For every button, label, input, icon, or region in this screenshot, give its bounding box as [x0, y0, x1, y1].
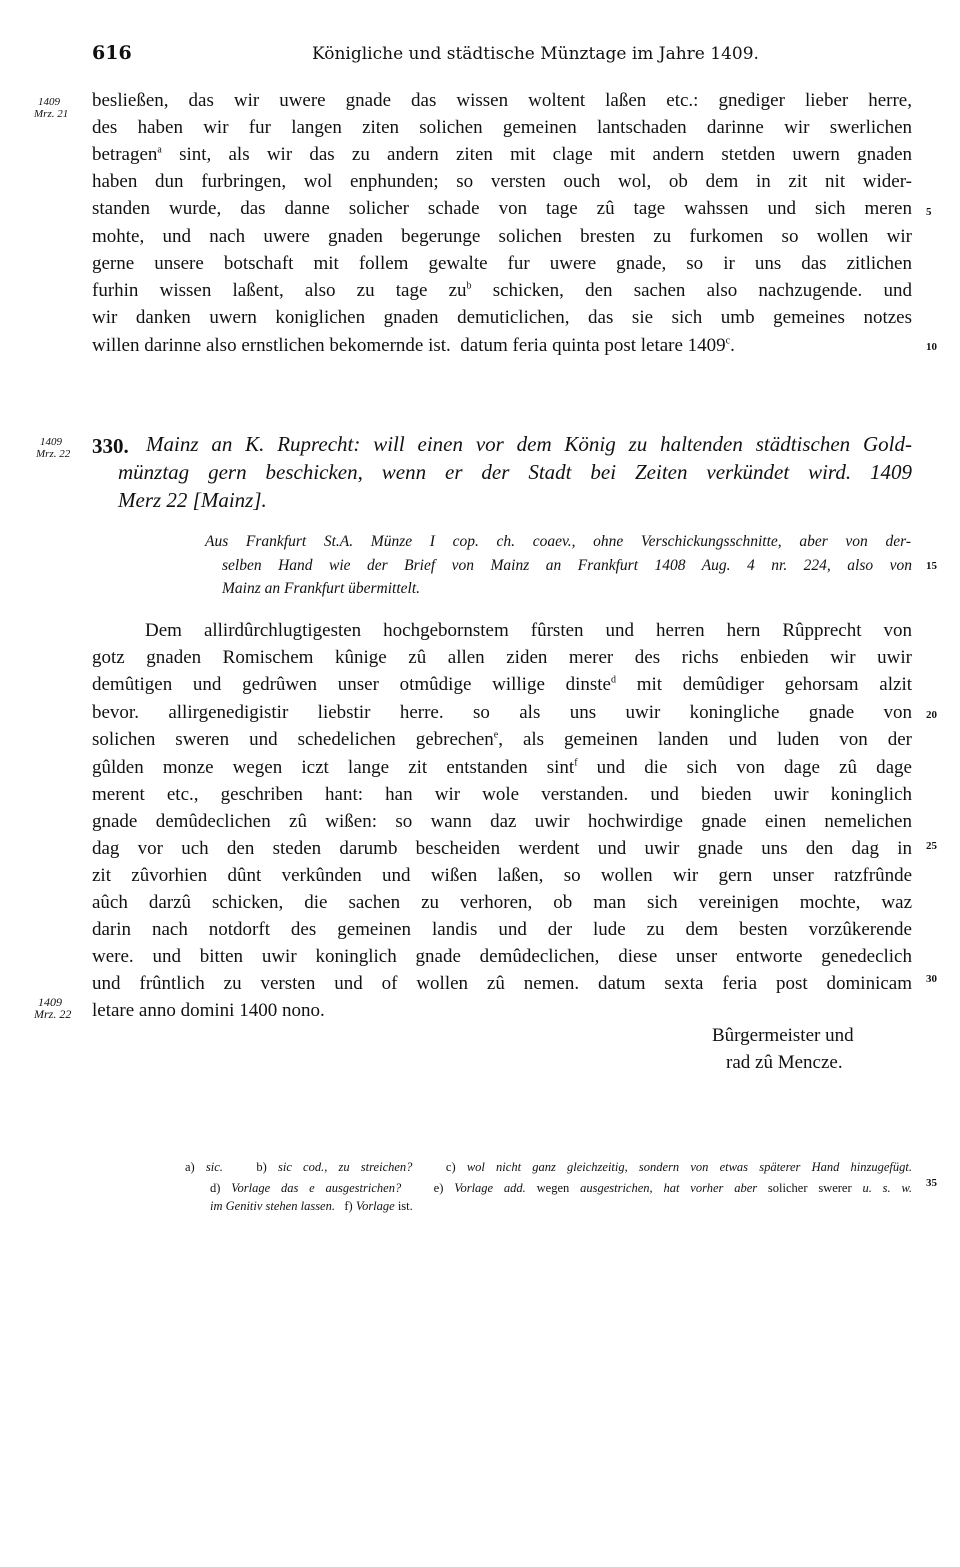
margin-date — [34, 96, 68, 120]
text-line: zit zûvorhien dûnt verkûnden und wißen laßen, so wollen wir gern unser ratzfrûnde — [92, 865, 912, 886]
text-line: gnade demûdeclichen zû wißen: so wann daz uwir hochwirdige gnade einen nemelichen — [92, 811, 912, 832]
text-line: gerne unsere botschaft mit follem gewalte fur uwere gnade, so ir uns das zitlichen — [92, 253, 912, 274]
text-line: mohte, und nach uwere gnaden begerunge solichen bresten zu furkomen so wollen wir — [92, 226, 912, 247]
text-fragment: betragen — [92, 144, 158, 165]
line-number: 35 — [926, 1177, 937, 1189]
margin-date-year: 1409 — [38, 96, 60, 108]
margin-date-day: Mrz. 22 — [34, 1007, 72, 1021]
text-fragment: demûtigen und gedrûwen unser otmûdige willige dinste — [92, 674, 611, 695]
text-line: des haben wir fur langen ziten solichen gemeinen lantschaden darinne wir swerlichen — [92, 117, 912, 138]
text-line: bevor. allirgenedigistir liebstir herre. so als uns uwir koningliche gnade von — [92, 702, 912, 723]
footnote-mark: b — [466, 280, 472, 292]
text-line: aûch darzû schicken, die sachen zu verhoren, ob man sich vereinigen mochte, waz — [92, 892, 912, 913]
source-line: selben Hand wie der Brief von Mainz an Frankfurt 1408 Aug. 4 nr. 224, also von — [222, 557, 912, 574]
text-line: letare anno domini 1400 nono. — [92, 1000, 325, 1021]
signature-line: rad zû Mencze. — [726, 1052, 843, 1073]
footnote-line: d) Vorlage das e ausgestrichen? e) Vorlage add. wegen ausgestrichen, hat vorher aber solicher swerer u. s. w. — [210, 1181, 913, 1195]
margin-date — [34, 996, 71, 1020]
text-fragment: schicken, den sachen also nachzugende. und — [471, 280, 912, 301]
text-line: gotz gnaden Romischem kûnige zû allen ziden merer des richs enbieden wir uwir — [92, 647, 912, 668]
line-number: 10 — [926, 341, 937, 353]
source-line: Mainz an Frankfurt übermittelt. — [222, 580, 421, 597]
regest-line: Mainz an K. Ruprecht: will einen vor dem König zu haltenden städtischen Gold- — [146, 432, 912, 456]
line-number: 30 — [926, 973, 937, 985]
text-line — [92, 757, 912, 779]
text-line: haben dun furbringen, wol enphunden; so versten ouch wol, ob dem in zit nit wider- — [92, 171, 912, 192]
text-line: besließen, das wir uwere gnade das wissen woltent laßen etc.: gnediger lieber herre, — [92, 90, 912, 111]
margin-date-year: 1409 — [38, 995, 62, 1009]
footnote-mark: c — [725, 335, 731, 347]
text-line: und frûntlich zu versten und of wollen zû nemen. datum sexta feria post dominicam — [92, 973, 912, 994]
text-line: darin nach notdorft des gemeinen landis und der lude zu dem besten vorzûkerende — [92, 919, 912, 940]
text-fragment: und die sich von dage zû dage — [577, 757, 912, 778]
text-fragment: furhin wissen laßent, also zu tage zu — [92, 280, 467, 301]
text-line — [92, 729, 912, 751]
regest-line: Merz 22 [Mainz]. — [118, 488, 267, 512]
text-fragment: sint, als wir das zu andern ziten mit clage mit andern stetden uwern gnaden — [161, 144, 912, 165]
margin-date-year: 1409 — [40, 436, 62, 448]
page-number: 616 — [92, 42, 132, 64]
text-line: Dem allirdûrchlugtigesten hochgebornstem fûrsten und herren hern Rûpprecht von — [145, 620, 912, 641]
footnote-line: im Genitiv stehen lassen. f) Vorlage ist. — [210, 1199, 413, 1213]
text-line — [92, 280, 912, 302]
margin-date-day: Mrz. 22 — [36, 448, 71, 460]
footnote-mark: a — [157, 144, 162, 156]
text-line — [92, 674, 912, 696]
text-fragment: mit demûdiger gehorsam alzit — [615, 674, 912, 695]
signature-line: Bûrgermeister und — [712, 1025, 854, 1046]
margin-date — [36, 436, 70, 460]
text-fragment: gûlden monze wegen iczt lange zit entstanden sint — [92, 757, 575, 778]
text-fragment: solichen sweren und schedelichen gebrechen — [92, 729, 494, 750]
footnote-mark: d — [610, 674, 616, 686]
document-number: 330. — [92, 434, 129, 458]
line-number: 25 — [926, 840, 937, 852]
text-fragment: . — [730, 335, 735, 356]
footnote-mark: f — [574, 757, 578, 769]
text-line: wir danken uwern koniglichen gnaden demuticlichen, das sie sich umb gemeines notzes — [92, 307, 912, 328]
text-line — [92, 335, 912, 357]
footnote-line: a) sic. b) sic cod., zu streichen? c) wol nicht ganz gleichzeitig, sondern von etwas späterer Hand hinzugefügt. — [185, 1160, 912, 1174]
text-line: dag vor uch den steden darumb bescheiden werdent und uwir gnade uns den dag in — [92, 838, 912, 859]
text-line: were. und bitten uwir koninglich gnade demûdeclichen, diese unser entworte genedeclich — [92, 946, 912, 967]
running-title: Königliche und städtische Münztage im Jahre 1409. — [312, 44, 759, 64]
margin-date-day: Mrz. 21 — [34, 108, 69, 120]
source-line: Aus Frankfurt St.A. Münze I cop. ch. coaev., ohne Verschickungsschnitte, aber von der- — [205, 533, 911, 550]
text-fragment: , als gemeinen landen und luden von der — [498, 729, 912, 750]
text-line: standen wurde, das danne solicher schade von tage zû tage wahssen und sich meren — [92, 198, 912, 219]
text-line — [92, 144, 912, 166]
line-number: 15 — [926, 560, 937, 572]
regest-line: münztag gern beschicken, wenn er der Stadt bei Zeiten verkündet wird. 1409 — [118, 460, 912, 484]
text-fragment: willen darinne also ernstlichen bekomernde ist. datum feria quinta post letare 1409 — [92, 335, 726, 356]
footnote-mark: e — [493, 729, 499, 741]
text-line: merent etc., geschriben hant: han wir wole verstanden. und bieden uwir koninglich — [92, 784, 912, 805]
line-number: 20 — [926, 709, 937, 721]
line-number: 5 — [926, 206, 932, 218]
